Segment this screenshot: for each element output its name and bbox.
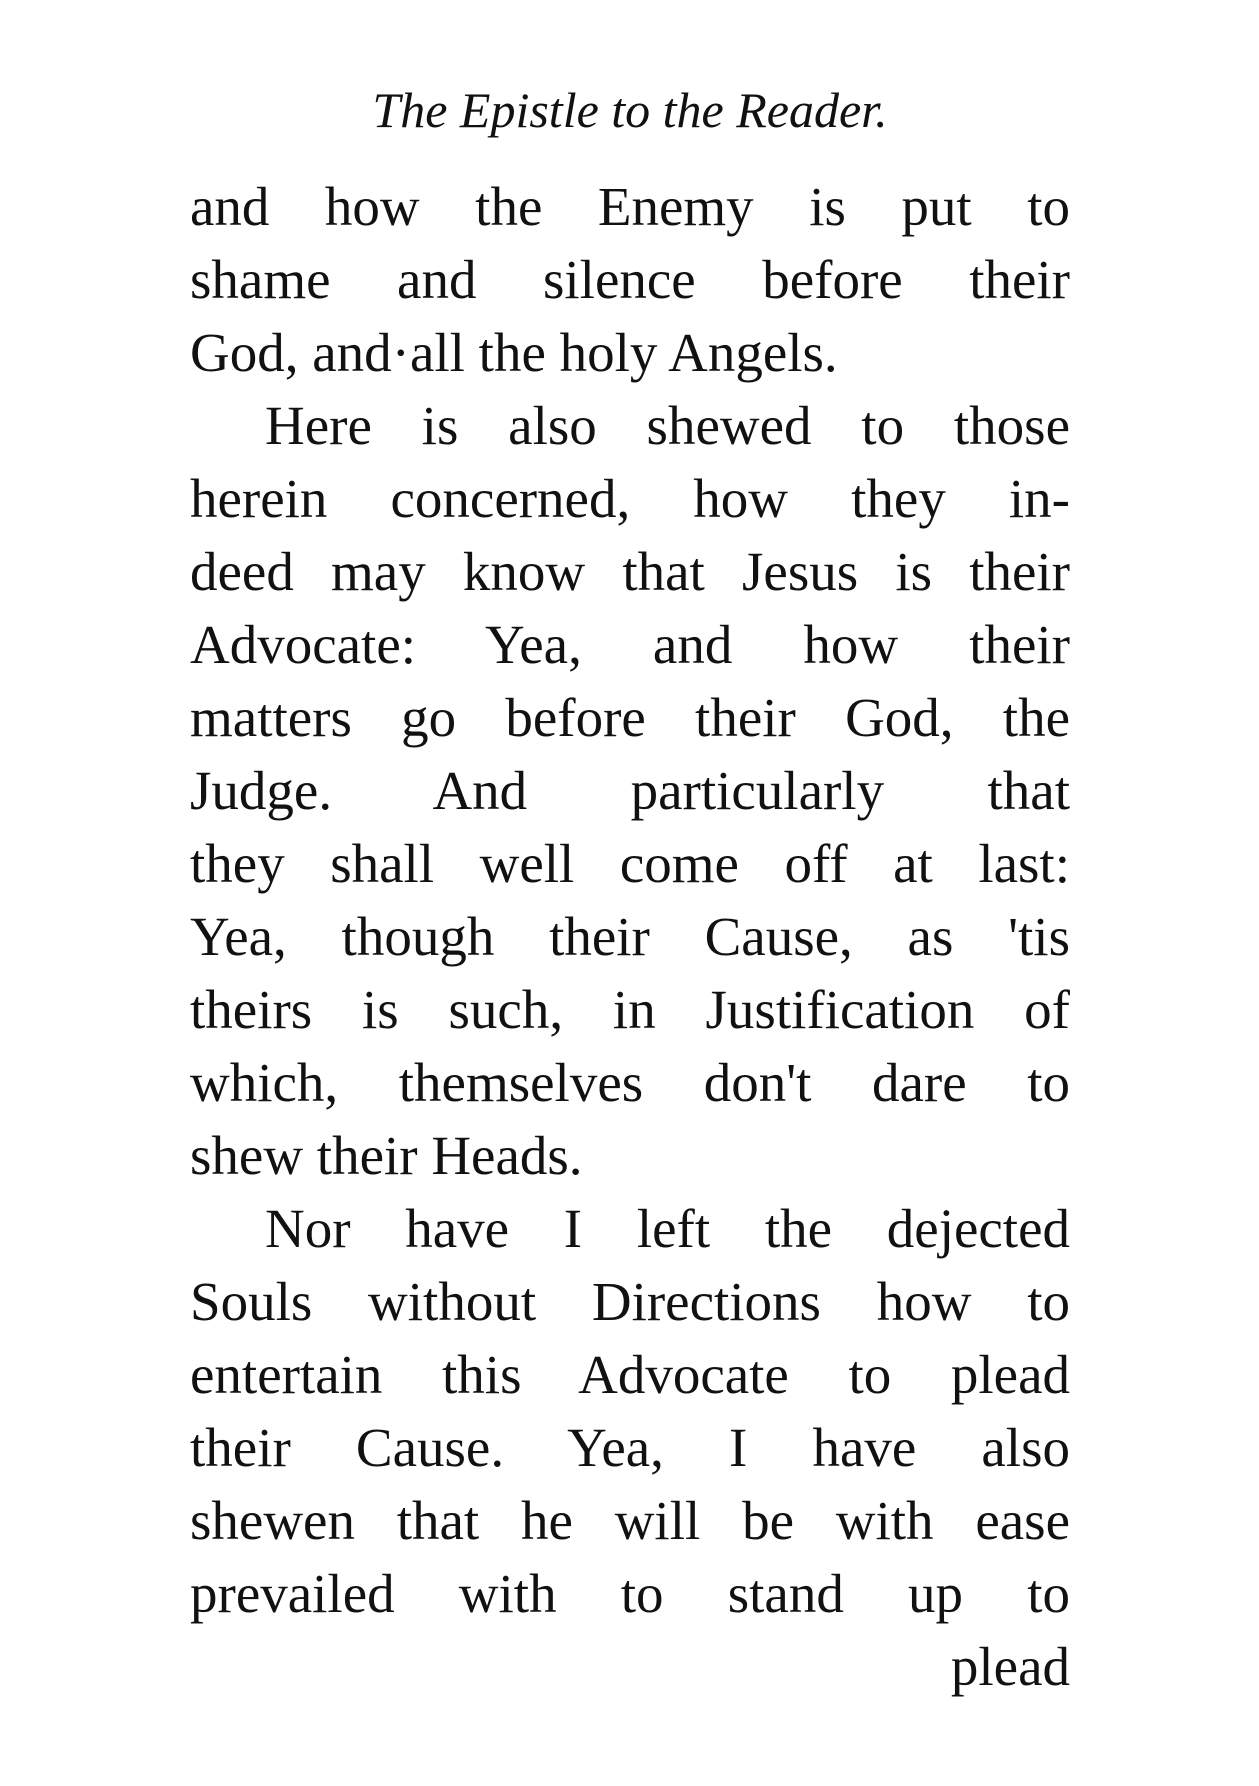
- text-line: they shall well come off at last:: [190, 833, 1070, 894]
- text-line: shame and silence before their: [190, 249, 1070, 310]
- text-line: deed may know that Jesus is their: [190, 541, 1070, 602]
- text-line: Souls without Directions how to: [190, 1271, 1070, 1332]
- text-line: God, and·all the holy Angels.: [190, 322, 838, 383]
- catchword: plead: [950, 1636, 1070, 1697]
- paragraph-start-line: Here is also shewed to those: [265, 395, 1070, 456]
- text-line: shew their Heads.: [190, 1125, 583, 1186]
- text-line: theirs is such, in Justification of: [190, 979, 1070, 1040]
- paragraph-start-line: Nor have I left the dejected: [265, 1198, 1070, 1259]
- running-head: The Epistle to the Reader.: [372, 82, 888, 138]
- text-line: their Cause. Yea, I have also: [190, 1417, 1070, 1478]
- text-line: and how the Enemy is put to: [190, 176, 1070, 237]
- text-line: entertain this Advocate to plead: [190, 1344, 1070, 1405]
- text-line: Advocate: Yea, and how their: [190, 614, 1070, 675]
- text-line: Judge. And particularly that: [190, 760, 1070, 821]
- body-text: [190, 170, 1070, 1703]
- text-line: which, themselves don't dare to: [190, 1052, 1070, 1113]
- text-line: shewen that he will be with ease: [190, 1490, 1070, 1551]
- text-line: prevailed with to stand up to: [190, 1563, 1070, 1624]
- text-line: matters go before their God, the: [190, 687, 1070, 748]
- text-line: herein concerned, how they in-: [190, 468, 1070, 529]
- text-line: Yea, though their Cause, as 'tis: [190, 906, 1070, 967]
